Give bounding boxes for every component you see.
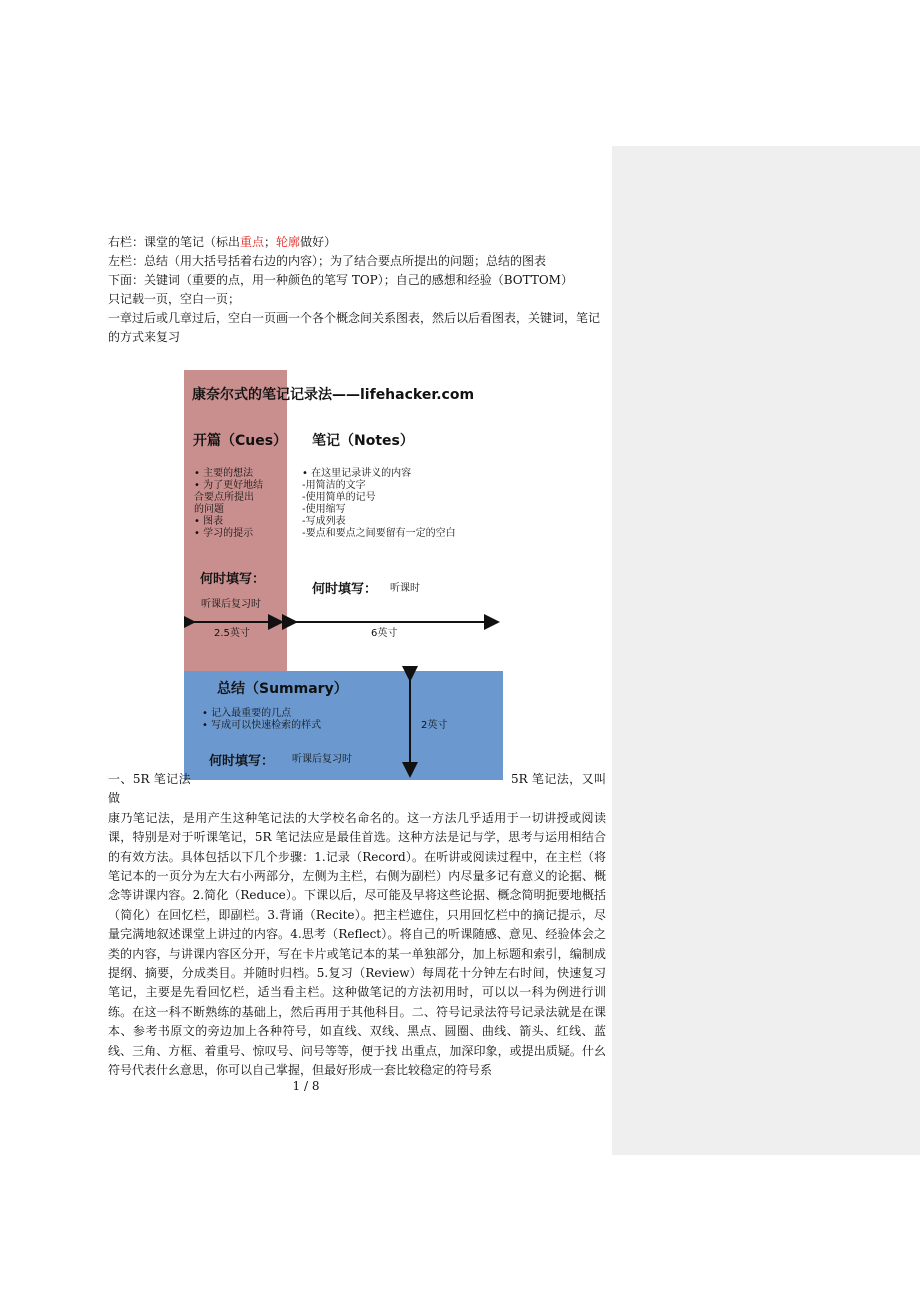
cues-width-label: 2.5英寸 bbox=[214, 628, 250, 639]
cues-heading: 开篇（Cues） bbox=[193, 433, 288, 449]
notes-item: -要点和要点之间要留有一定的空白 bbox=[302, 528, 456, 539]
cues-item: • 学习的提示 bbox=[194, 528, 254, 539]
summary-item: • 记入最重要的几点 bbox=[202, 708, 292, 719]
intro-line-review: 一章过后或几章过后，空白一页画一个各个概念间关系图表，然后以后看图表，关键词，笔记的方式来复习 bbox=[108, 311, 601, 344]
intro-line-right-column: 右栏：课堂的笔记（标出重点；轮廓做好） bbox=[108, 235, 337, 249]
notes-width-label: 6英寸 bbox=[371, 628, 398, 639]
notes-when-value: 听课时 bbox=[390, 583, 420, 594]
intro-line-bottom: 下面：关键词（重要的点，用一种颜色的笔写 TOP）；自己的感想和经验（BOTTOM） bbox=[108, 273, 573, 287]
cues-item: • 主要的想法 bbox=[194, 468, 254, 479]
notes-item: -用简洁的文字 bbox=[302, 480, 366, 491]
notes-item: • 在这里记录讲义的内容 bbox=[302, 468, 412, 479]
body-paragraph: 康乃笔记法，是用产生这种笔记法的大学校名命名的。这一方法几乎适用于一切讲授或阅读课，特别是对于听课笔记，5R 笔记法应是最佳首选。这种方法是记与学，思考与运用相结合的有效方法。具体包括以下几个步骤：1.记录（Record）。在听讲或阅读过程中，在主栏（将笔记本的一页分为左大右小两部分，左侧为主栏，右侧为副栏）内尽量多记有意义的论据、概念等讲课内容。2.简化（Reduce）。下课以后，尽可能及早将这些论据、概念简明扼要地概括（简化）在回忆栏，即副栏。3.背诵（Recite）。把主栏遮住，只用回忆栏中的摘记提示，尽量完满地叙述课堂上讲过的内容。4.思考（Reflect）。将自己的听课随感、意见、经验体会之类的内容，与讲课内容区分开，写在卡片或笔记本的某一单独部分，加上标题和索引，编制成提纲、摘要，分成类目。并随时归档。5.复习（Review）每周花十分钟左右时间，快速复习笔记，主要是先看回忆栏，适当看主栏。这种做笔记的方法初用时，可以以一科为例进行训练。在这一科不断熟练的基础上，然后再用于其他科目。二、符号记录法符号记录法就是在课本、参考书原文的旁边加上各种符号，如直线、双线、黑点、圆圈、曲线、箭头、红线、蓝线、三角、方框、着重号、惊叹号、问号等等，便于找 出重点，加深印象，或提出质疑。什幺符号代表什幺意思，你可以自己掌握，但最好形成一套比较稳定的符号系 bbox=[108, 810, 606, 1078]
comment-margin-panel bbox=[612, 146, 920, 1155]
summary-heading: 总结（Summary） bbox=[217, 681, 348, 697]
cues-when-label: 何时填写： bbox=[200, 572, 266, 587]
notes-heading: 笔记（Notes） bbox=[312, 433, 414, 449]
intro-notes bbox=[108, 233, 606, 347]
highlight-key-points: 重点 bbox=[240, 235, 265, 249]
notes-item: -写成列表 bbox=[302, 516, 346, 527]
figure-title: 康奈尔式的笔记记录法——lifehacker.com bbox=[192, 387, 475, 403]
body-text bbox=[108, 770, 606, 1081]
body-lead-line: 一、5R 笔记法 5R 笔记法，又叫做 bbox=[108, 772, 606, 806]
summary-when-label: 何时填写： bbox=[209, 754, 275, 769]
cornell-notes-figure bbox=[184, 370, 503, 780]
cues-item: 的问题 bbox=[194, 504, 224, 515]
intro-line-one-page: 只记载一页，空白一页； bbox=[108, 292, 241, 306]
summary-item: • 写成可以快速检索的样式 bbox=[202, 720, 322, 731]
notes-when-label: 何时填写： bbox=[312, 582, 378, 597]
intro-line-left-column: 左栏：总结（用大括号括着右边的内容）；为了结合要点所提出的问题；总结的图表 bbox=[108, 254, 547, 268]
summary-height-label: 2英寸 bbox=[421, 720, 448, 731]
summary-when-value: 听课后复习时 bbox=[292, 754, 352, 765]
notes-item: -使用简单的记号 bbox=[302, 492, 376, 503]
highlight-outline: 轮廓 bbox=[276, 235, 301, 249]
dimension-arrows bbox=[184, 370, 503, 780]
cues-item: 合要点所提出 bbox=[194, 492, 254, 503]
page-number: 1 / 8 bbox=[292, 1079, 320, 1093]
cues-item: • 图表 bbox=[194, 516, 224, 527]
cues-item: • 为了更好地结 bbox=[194, 480, 264, 491]
cues-when-value: 听课后复习时 bbox=[201, 599, 261, 610]
notes-item: -使用缩写 bbox=[302, 504, 346, 515]
